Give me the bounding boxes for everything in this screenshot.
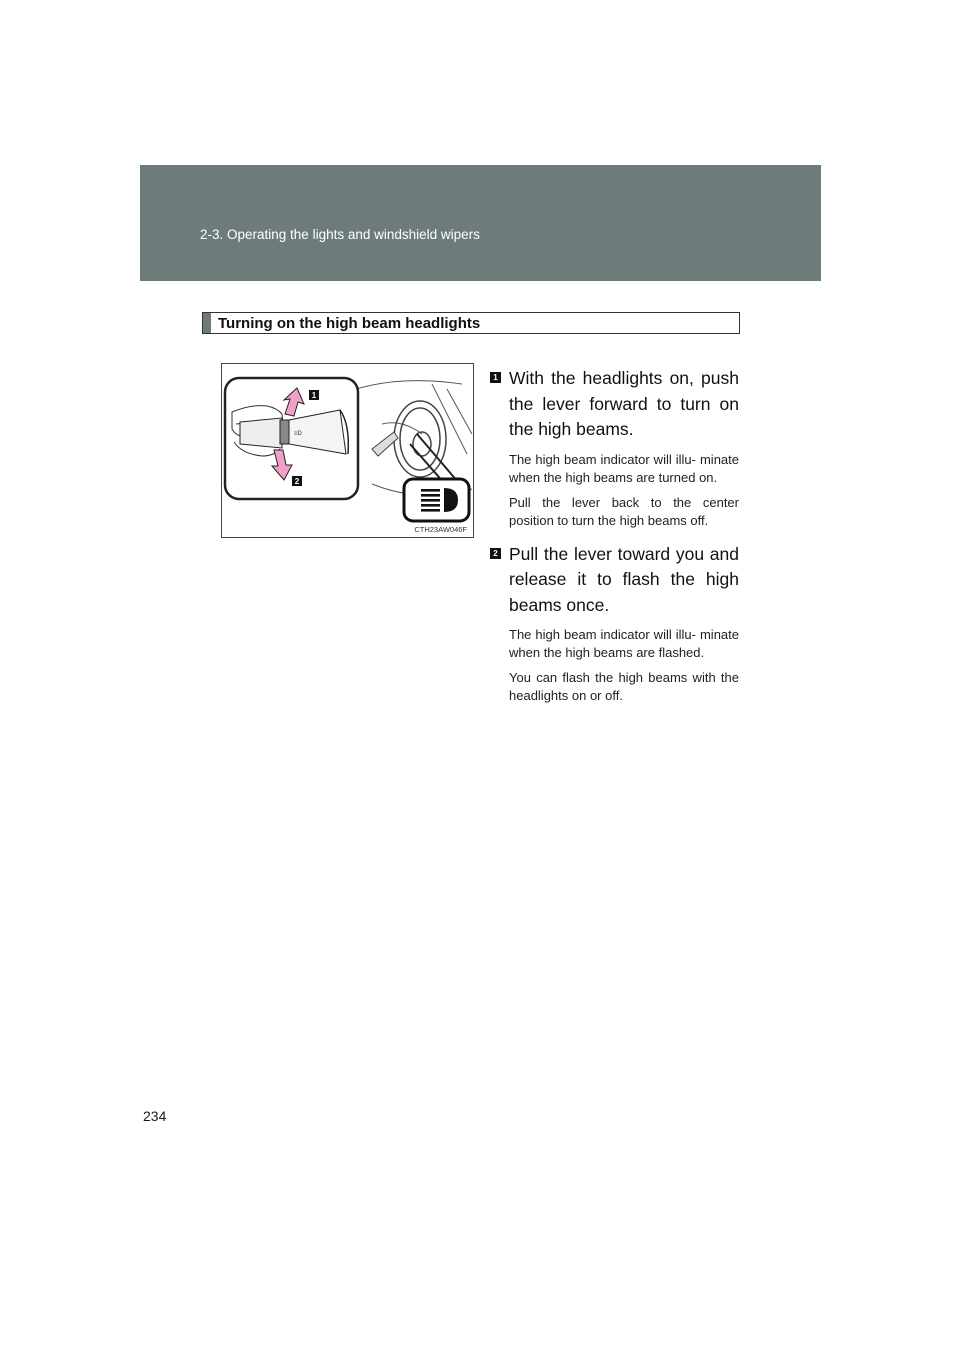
page-number: 234 [143, 1108, 167, 1124]
step-2-title: Pull the lever toward you and release it to flash the high beams once. [509, 543, 739, 615]
step-2-marker: 2 [490, 548, 501, 559]
callout-2: 2 [294, 477, 300, 486]
header-section-label: 2-3. Operating the lights and windshield wipers [200, 227, 480, 242]
section-title: Turning on the high beam headlights [218, 314, 481, 332]
figure-code: CTH23AW046F [414, 525, 467, 534]
step-2-note-1: The high beam indicator will illu- minate when the high beams are flashed. [509, 627, 739, 660]
high-beam-indicator-icon [404, 479, 469, 521]
step-2-note-2: You can flash the high beams with the headlights on or off. [509, 670, 739, 703]
section-heading [202, 312, 740, 334]
step-1 [490, 366, 739, 530]
step-2 [490, 542, 739, 706]
lever-illustration-drawing [222, 364, 474, 538]
step-1-title: With the headlights on, push the lever forward to turn on the high beams. [509, 368, 739, 439]
header-band [140, 165, 821, 281]
svg-text:≡D: ≡D [294, 431, 302, 437]
step-1-marker: 1 [490, 372, 501, 383]
lever-illustration [221, 363, 474, 538]
callout-1: 1 [311, 391, 317, 400]
step-1-note-2: Pull the lever back to the center position to turn the high beams off. [509, 494, 739, 528]
step-list [490, 366, 739, 717]
heading-bar [203, 313, 211, 333]
step-1-note-1: The high beam indicator will illu- minate when the high beams are turned on. [509, 451, 739, 485]
